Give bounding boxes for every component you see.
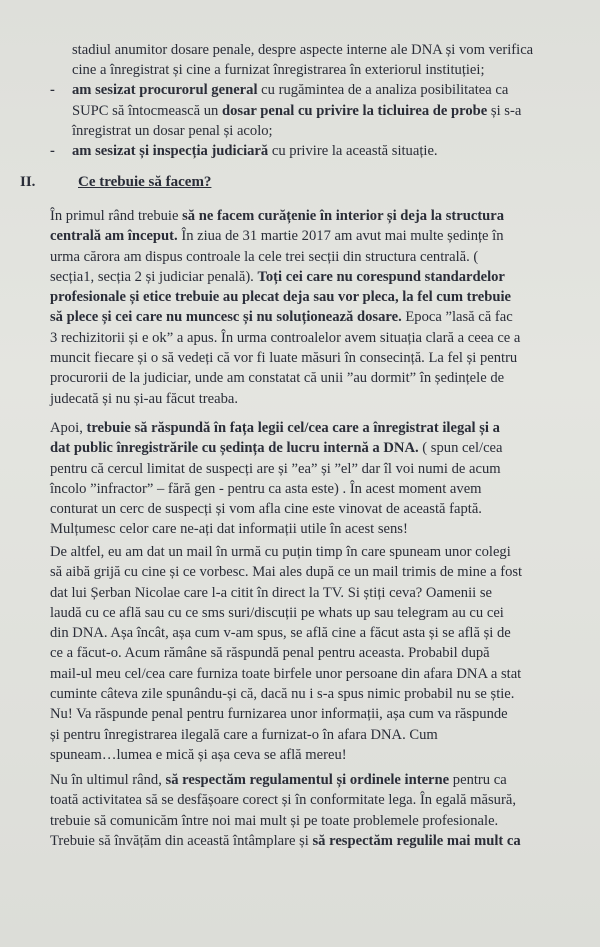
text-line: toată activitatea să se desfășoare corect și în conformitate lega. În egală măsură, [50,792,516,809]
text-line: SUPC să întocmească un dosar penal cu privire la ticluirea de probe și s-a [72,102,522,119]
text-line: judecată și nu și-au făcut treaba. [50,390,239,407]
text-line: dat lui Șerban Nicolae care l-a citit în direct la TV. Si știți ceva? Oamenii se [50,584,492,601]
text-line: dat public înregistrările cu ședința de lucru internă a DNA. ( spun cel/cea [50,440,503,457]
text-line: din DNA. Așa încât, așa cum v-am spus, se află cine a făcut asta și se află și de [50,625,511,642]
text-line: muncit fiecare și o să vedeți că vor fi luate măsuri în consecință. La fel și pentru [50,350,518,367]
text-line: Nu! Va răspunde penal pentru furnizarea unor informații, așa cum va răspunde [50,706,508,723]
bullet-symbol: - [50,143,55,160]
paragraph-1 [50,206,590,409]
paragraph-3 [50,542,590,765]
text-line: ce a făcut-o. Acum rămâne să răspundă penal pentru aceasta. Probabil după [50,645,490,662]
text-line: cine a înregistrat și cine a furnizat înregistrarea în exteriorul instituției; [72,62,485,79]
text-line: și pentru înregistrarea ilegală care a furnizat-o în afara DNA. Cum [50,726,438,743]
text-line: trebuie să comunicăm între noi mai mult și pe toate problemele profesionale. [50,812,499,829]
text-line: mail-ul meu cel/cea care furniza toate birfele unor persoane din afara DNA a stat [50,665,522,682]
top-section [50,40,592,161]
text-line: înregistrat un dosar penal și acolo; [72,122,273,139]
text-line: cuminte câteva zile spunându-și că, dacă nu i s-a spus nimic probabil nu se știe. [50,686,515,703]
text-line: încolo ”infractor” – fără gen - pentru ca asta este) . În acest moment avem [50,480,482,497]
bullet-item: - am sesizat procurorul general cu rugămintea de a analiza posibilitatea ca [72,80,592,100]
section-title: Ce trebuie să facem? [78,174,212,190]
text-line: Apoi, trebuie să răspundă în fața legii cel/cea care a înregistrat ilegal și a [50,420,500,436]
text-line: Trebuie să învățăm din această întâmplare și să respectăm regulile mai mult ca [50,832,521,849]
paragraph-4 [50,770,590,851]
text-line: De altfel, eu am dat un mail în urmă cu puțin timp în care spuneam unor colegi [50,544,511,560]
text-line: centrală am început. În ziua de 31 martie 2017 am avut mai multe ședințe în [50,228,504,245]
bullet-item: - am sesizat și inspecția judiciară cu privire la această situație. [72,141,592,161]
bullet-symbol: - [50,82,55,99]
text-line: În primul rând trebuie să ne facem curățenie în interior și deja la structura [50,208,505,224]
text-line: să plece și cei care nu muncesc și nu soluționează dosare. Epoca ”lasă că fac [50,309,513,326]
text-line: stadiul anumitor dosare penale, despre aspecte interne ale DNA și vom verifica [72,42,534,58]
text-line: pentru că cercul limitat de suspecți are și ”ea” și ”el” dar îl voi numi de acum [50,460,501,477]
text-line: spuneam…lumea e mică și așa ceva se află mereu! [50,746,347,763]
text-line: procurorii de la judiciar, unde am constatat că unii ”au dormit” în ședințele de [50,370,505,387]
section-number: II. [20,174,36,190]
text-line: urma cărora am dispus controale la cele trei secții din structura centrală. ( [50,248,479,265]
text-line: Nu în ultimul rând, să respectăm regulamentul și ordinele interne pentru ca [50,772,507,788]
text-line: 3 rechizitorii și e ok” a apus. În urma controalelor avem situația clară a ceea ce a [50,329,521,346]
paragraph-2 [50,418,590,540]
text-line: să aibă grijă cu cine și ce vorbesc. Mai ales după ce un mail trimis de mine a fost [50,564,523,581]
text-line: profesionale și etice trebuie au plecat deja sau vor pleca, la fel cum trebuie [50,289,511,306]
text-line: conturat un cerc de suspecți și vom afla cine este vinovat de această faptă. [50,501,482,518]
text-line: laudă cu ce află sau cu ce sms suri/discuții pe whats up sau telegram au cu cei [50,604,504,621]
text-line: secția1, secția 2 și judiciar penală). Toți cei care nu corespund standardelor [50,268,505,285]
text-line: Mulțumesc celor care ne-ați dat informații utile în acest sens! [50,521,408,538]
